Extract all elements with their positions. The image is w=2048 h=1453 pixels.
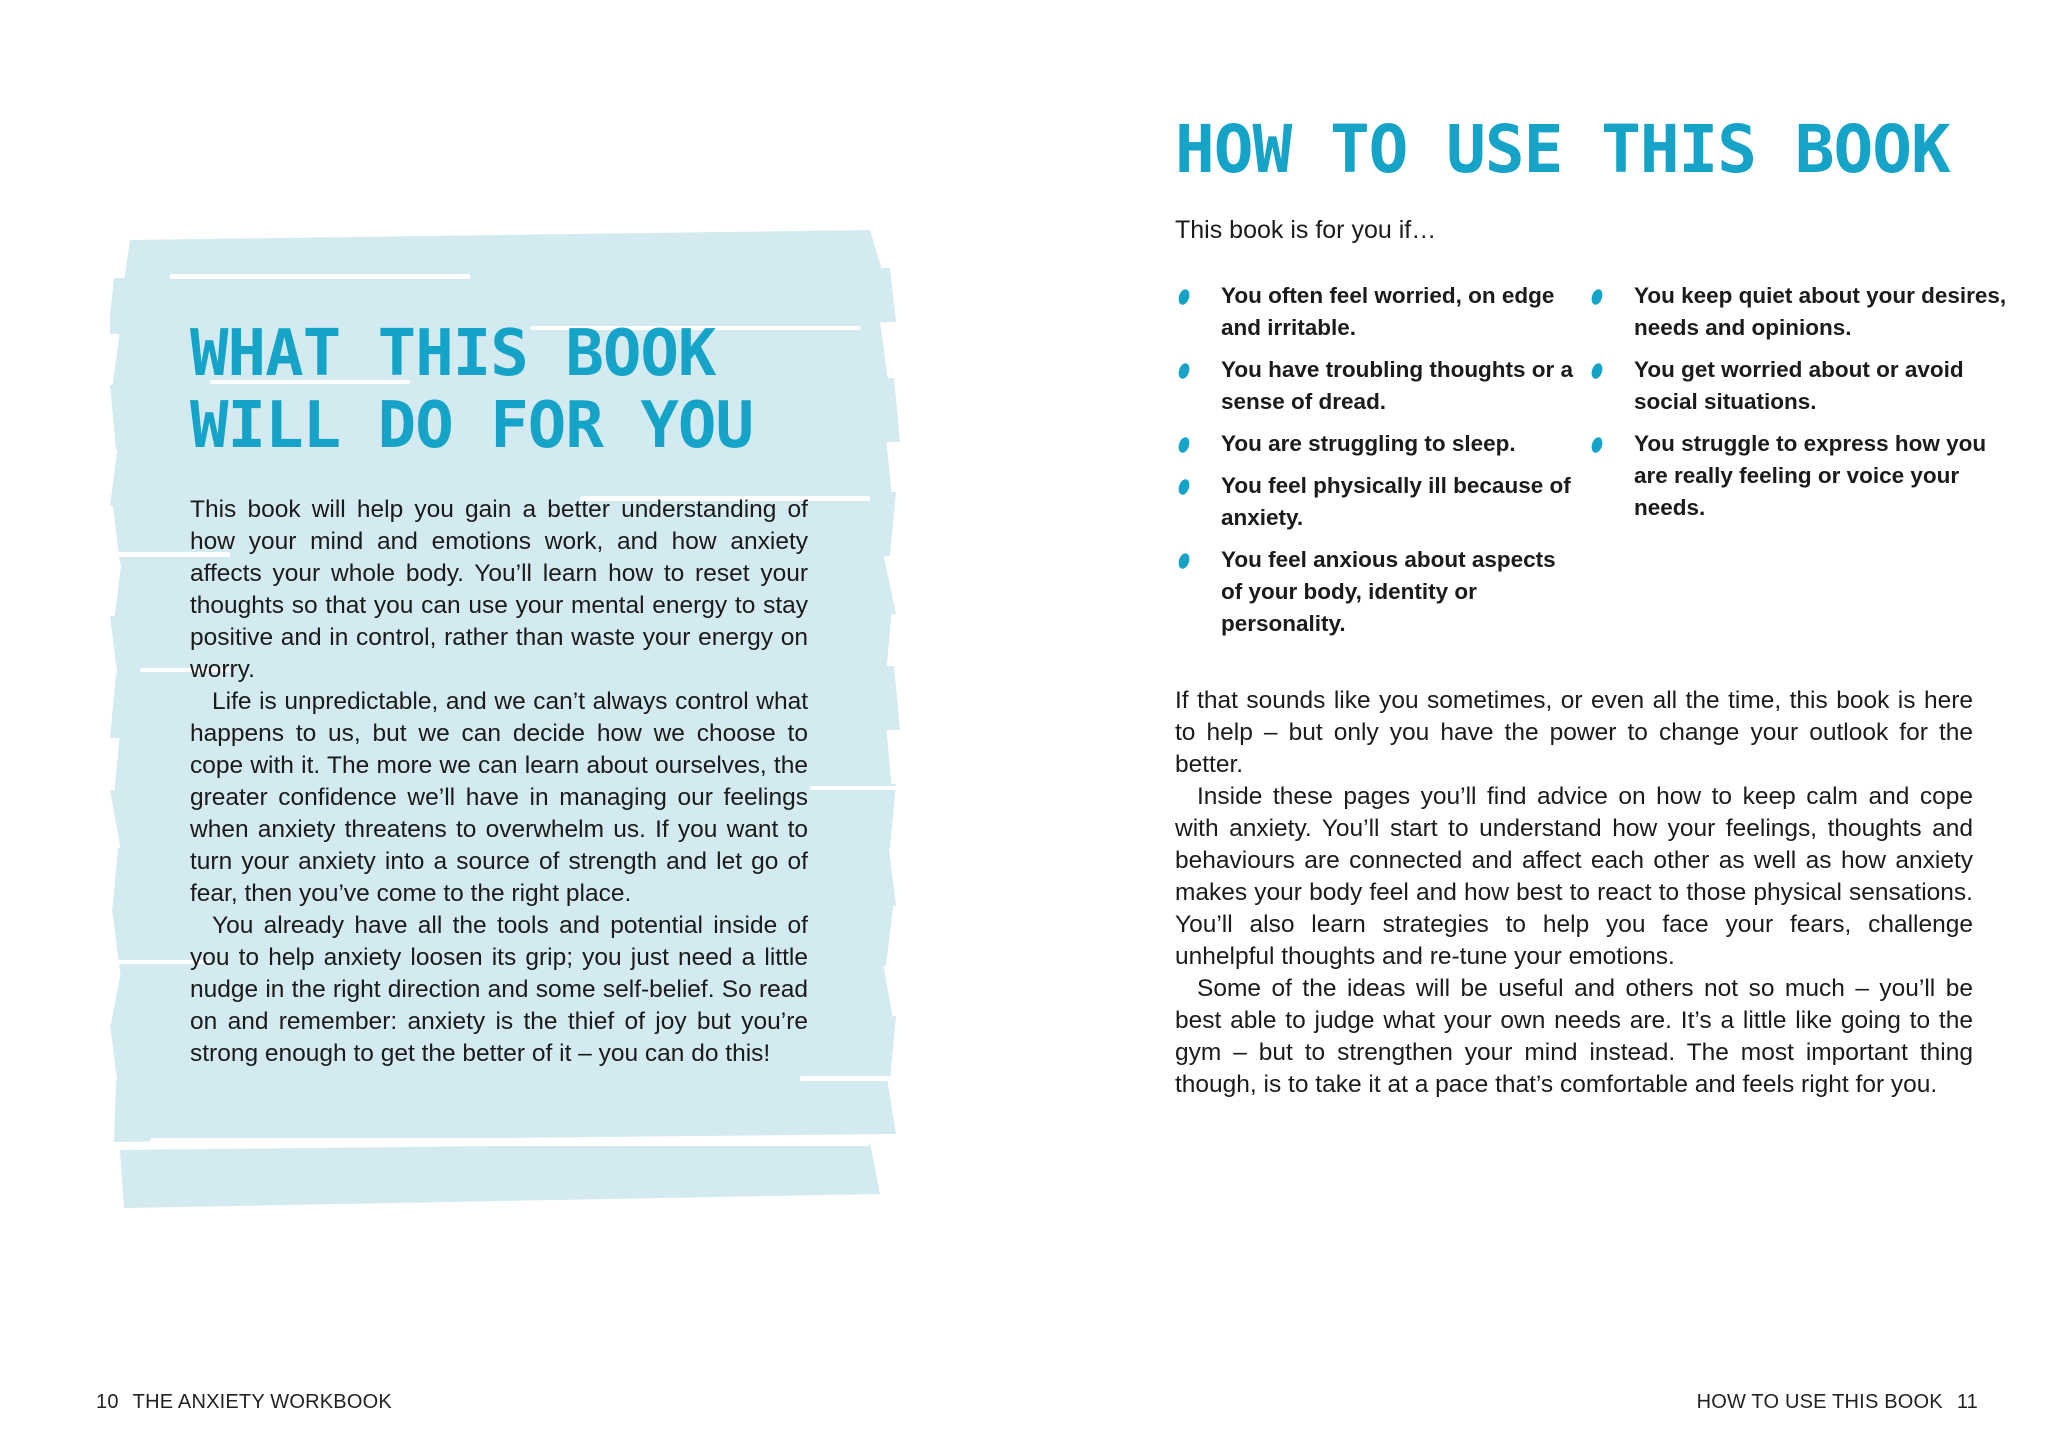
bullet-list-column-2: [1588, 280, 2008, 534]
bullet-dot-icon: [1177, 552, 1191, 570]
bullet-dot-icon: [1590, 362, 1604, 380]
bullet-dot-icon: [1590, 288, 1604, 306]
left-heading-line-1: WHAT THIS BOOK: [190, 317, 716, 391]
right-page-heading: HOW TO USE THIS BOOK: [1175, 111, 1950, 188]
list-item: [1175, 354, 1575, 418]
list-item: [1175, 544, 1575, 640]
list-item: [1588, 280, 2008, 344]
list-item: [1175, 428, 1575, 460]
left-body-text: [190, 494, 808, 1070]
left-paragraph-2: Life is unpredictable, and we can’t always control what happens to us, but we can decide how we choose to cope with it. The more we can learn about ourselves, the greater confidence we’ll have in managing our feelings when anxiety threatens to overwhelm us. If you want to turn your anxiety into a source of strength and let go of fear, then you’ve come to the right place.: [190, 688, 808, 907]
intro-line: This book is for you if…: [1175, 216, 1437, 244]
bullet-text: You keep quiet about your desires, needs and opinions.: [1634, 283, 2007, 340]
right-body-text: [1175, 685, 1973, 1101]
bullet-dot-icon: [1177, 362, 1191, 380]
left-paragraph-1: This book will help you gain a better understanding of how your mind and emotions work, and how anxiety affects your whole body. You’ll learn how to reset your thoughts so that you can use your mental energy to stay positive and in control, rather than waste your energy on worry.: [190, 496, 808, 683]
bullet-text: You feel anxious about aspects of your body, identity or personality.: [1221, 547, 1556, 636]
list-item: [1588, 428, 2008, 524]
left-page-heading: [190, 318, 830, 462]
left-heading-line-2: WILL DO FOR YOU: [190, 389, 753, 463]
bullet-text: You are struggling to sleep.: [1221, 431, 1516, 456]
left-page-number: 10: [96, 1391, 119, 1413]
right-paragraph-2: Inside these pages you’ll find advice on how to keep calm and cope with anxiety. You’ll start to understand how your feelings, thoughts and behaviours are connected and affect each other as well as how anxiety makes your body feel and how best to react to those physical sensations. You’ll also learn strategies to help you face your fears, challenge unhelpful thoughts and re-tune your emotions.: [1175, 783, 1973, 970]
bullet-text: You get worried about or avoid social situations.: [1634, 357, 1964, 414]
bullet-dot-icon: [1177, 288, 1191, 306]
bullet-dot-icon: [1590, 436, 1604, 454]
list-item: [1175, 470, 1575, 534]
bullet-list-column-1: [1175, 280, 1575, 650]
left-page-footer: [96, 1390, 392, 1414]
bullet-text: You struggle to express how you are really feeling or voice your needs.: [1634, 431, 1987, 520]
bullet-dot-icon: [1177, 478, 1191, 496]
bullet-text: You often feel worried, on edge and irritable.: [1221, 283, 1555, 340]
right-page-number: 11: [1956, 1391, 1978, 1413]
right-paragraph-3: Some of the ideas will be useful and others not so much – you’ll be best able to judge what your own needs are. It’s a little like going to the gym – but to strengthen your mind instead. The most important thing though, is to take it at a pace that’s comfortable and feels right for you.: [1175, 975, 1973, 1098]
right-paragraph-1: If that sounds like you sometimes, or even all the time, this book is here to help – but only you have the power to change your outlook for the better.: [1175, 687, 1973, 778]
right-page-footer: [1697, 1390, 1978, 1414]
right-running-title: HOW TO USE THIS BOOK: [1696, 1391, 1943, 1413]
left-running-title: THE ANXIETY WORKBOOK: [132, 1391, 392, 1413]
left-paragraph-3: You already have all the tools and potential inside of you to help anxiety loosen its grip; you just need a little nudge in the right direction and some self-belief. So read on and remember: anxiety is the thief of joy but you’re strong enough to get the better of it – you can do this!: [190, 912, 808, 1067]
bullet-dot-icon: [1177, 436, 1191, 454]
bullet-text: You have troubling thoughts or a sense of dread.: [1221, 357, 1574, 414]
bullet-text: You feel physically ill because of anxiety.: [1221, 473, 1571, 530]
list-item: [1175, 280, 1575, 344]
list-item: [1588, 354, 2008, 418]
